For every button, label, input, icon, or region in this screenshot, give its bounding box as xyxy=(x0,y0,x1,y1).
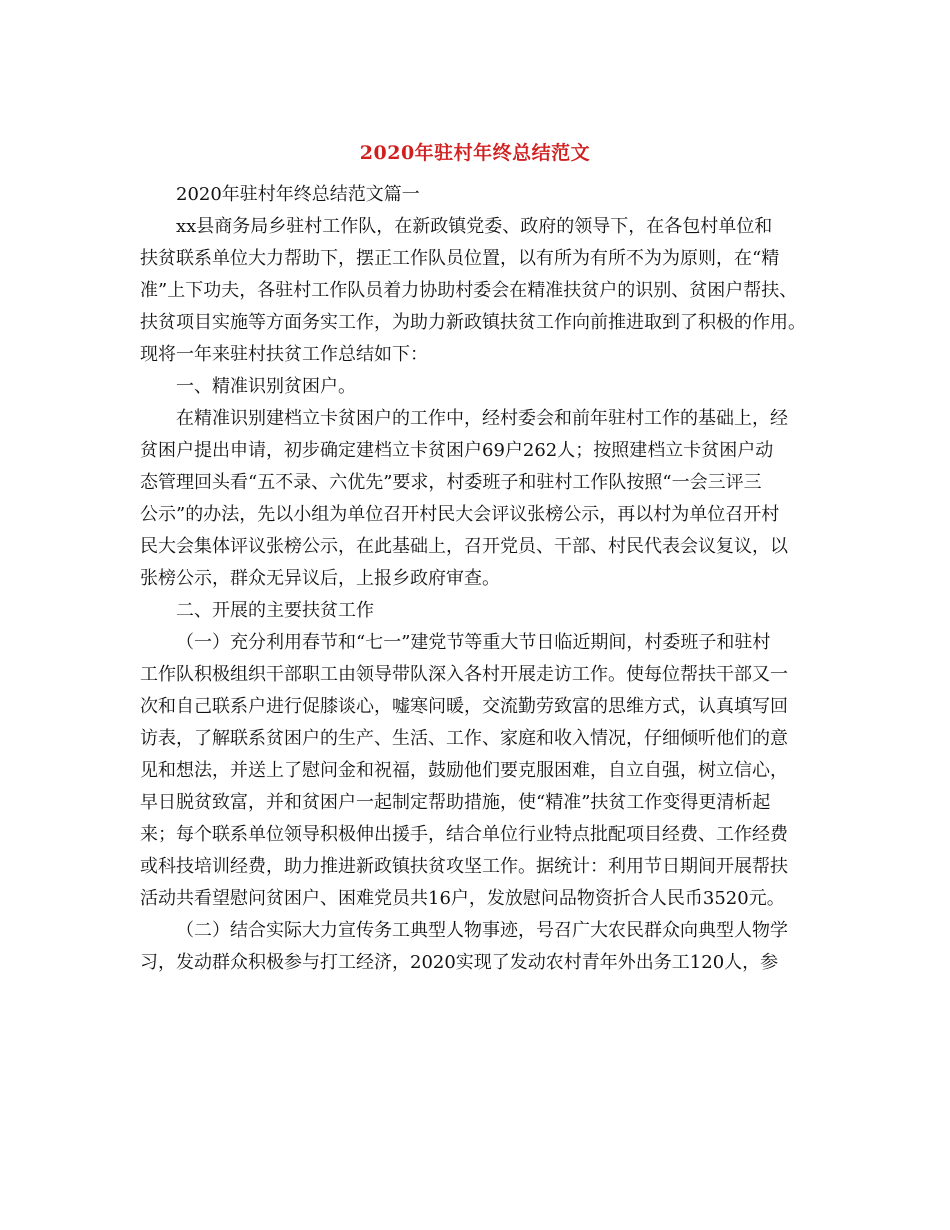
text-line: 贫困户提出申请，初步确定建档立卡贫困户69户262人；按照建档立卡贫困户动 xyxy=(140,440,774,461)
text-line: 二、开展的主要扶贫工作 xyxy=(176,600,374,621)
text-line: xx县商务局乡驻村工作队，在新政镇党委、政府的领导下，在各包村单位和 xyxy=(176,216,773,237)
text-line: 来；每个联系单位领导积极伸出援手，结合单位行业特点批配项目经费、工作经费 xyxy=(140,824,788,845)
document-title: 2020年驻村年终总结范文 xyxy=(359,142,591,164)
text-line: 张榜公示，群众无异议后，上报乡政府审查。 xyxy=(140,568,500,589)
text-line: 2020年驻村年终总结范文篇一 xyxy=(176,184,420,205)
text-line: 一、精准识别贫困户。 xyxy=(176,376,356,397)
text-line: 活动共看望慰问贫困户、困难党员共16户，发放慰问品物资折合人民币3520元。 xyxy=(140,888,785,909)
text-line: 现将一年来驻村扶贫工作总结如下： xyxy=(140,344,428,365)
text-line: 早日脱贫致富，并和贫困户一起制定帮助措施，使“精准”扶贫工作变得更清析起 xyxy=(140,792,771,813)
text-line: 民大会集体评议张榜公示，在此基础上，召开党员、干部、村民代表会议复议，以 xyxy=(140,536,788,557)
text-line: 次和自己联系户进行促膝谈心，嘘寒问暖，交流勤劳致富的思维方式，认真填写回 xyxy=(140,696,788,717)
document-body xyxy=(140,179,820,979)
text-line: 准”上下功夫，各驻村工作队员着力协助村委会在精准扶贫户的识别、贫困户帮扶、 xyxy=(140,280,798,301)
text-line: 在精准识别建档立卡贫困户的工作中，经村委会和前年驻村工作的基础上，经 xyxy=(176,408,788,429)
text-line: 扶贫项目实施等方面务实工作，为助力新政镇扶贫工作向前推进取到了积极的作用。 xyxy=(140,312,806,333)
text-line: 工作队积极组织干部职工由领导带队深入各村开展走访工作。使每位帮扶干部又一 xyxy=(140,664,788,685)
text-line: 访表，了解联系贫困户的生产、生活、工作、家庭和收入情况，仔细倾听他们的意 xyxy=(140,728,788,749)
text-line: 见和想法，并送上了慰问金和祝福，鼓励他们要克服困难，自立自强，树立信心， xyxy=(140,760,788,781)
text-line: 扶贫联系单位大力帮助下，摆正工作队员位置，以有所为有所不为为原则，在“精 xyxy=(140,248,780,269)
text-line: 或科技培训经费，助力推进新政镇扶贫攻坚工作。据统计：利用节日期间开展帮扶 xyxy=(140,856,788,877)
text-line: 态管理回头看“五不录、六优先”要求，村委班子和驻村工作队按照“一会三评三 xyxy=(140,472,762,493)
text-line: 公示”的办法，先以小组为单位召开村民大会评议张榜公示，再以村为单位召开村 xyxy=(140,504,780,525)
text-line: （二）结合实际大力宣传务工典型人物事迹，号召广大农民群众向典型人物学 xyxy=(176,920,788,941)
text-line: 习，发动群众积极参与打工经济，2020实现了发动农村青年外出务工120人，参 xyxy=(140,952,779,973)
text-line: （一）充分利用春节和“七一”建党节等重大节日临近期间，村委班子和驻村 xyxy=(176,632,771,653)
